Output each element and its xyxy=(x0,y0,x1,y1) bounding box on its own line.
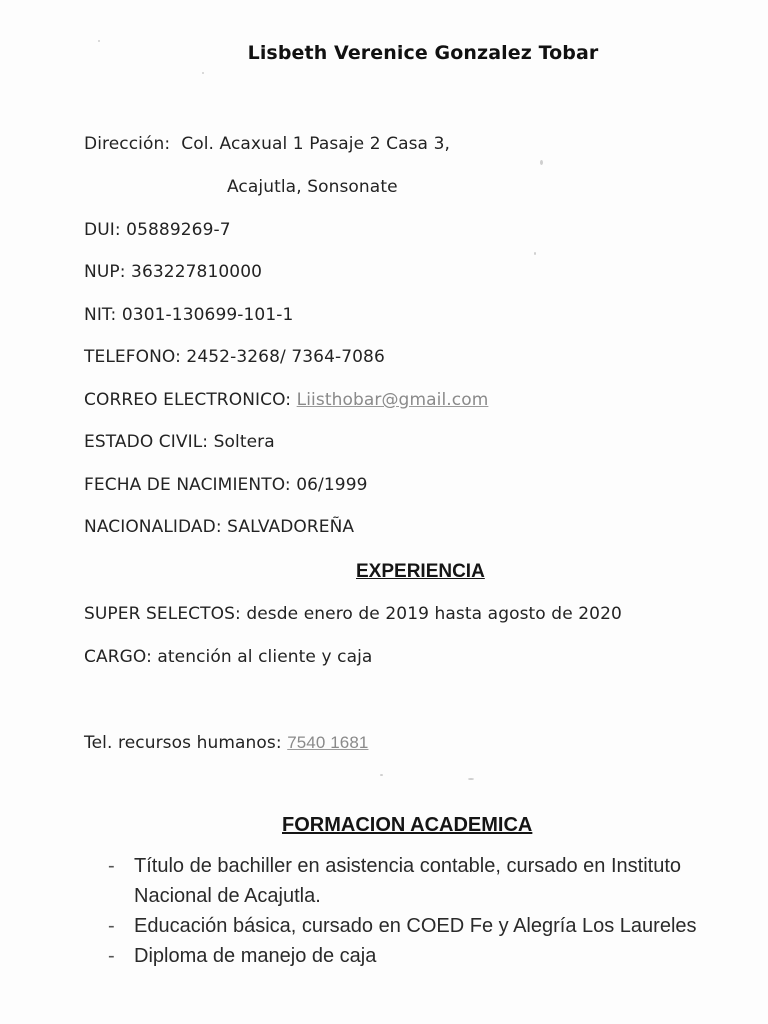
civil-status-line: ESTADO CIVIL: Soltera xyxy=(84,432,275,452)
scan-speck xyxy=(202,72,204,74)
education-item xyxy=(108,941,728,971)
dash-bullet: - xyxy=(108,915,115,937)
address-line-2: Acajutla, Sonsonate xyxy=(227,177,398,197)
email-line xyxy=(84,390,488,410)
education-item-text: Título de bachiller en asistencia contable, cursado en Instituto Nacional de Acajutla. xyxy=(134,855,681,907)
hr-phone-label: Tel. recursos humanos: xyxy=(84,733,282,753)
scan-speck xyxy=(540,160,543,165)
education-item xyxy=(108,911,728,941)
candidate-name: Lisbeth Verenice Gonzalez Tobar xyxy=(247,42,599,64)
education-item-text: Educación básica, cursado en COED Fe y Alegría Los Laureles xyxy=(134,915,697,937)
education-heading: FORMACION ACADEMICA xyxy=(282,814,533,836)
scan-speck xyxy=(534,252,536,255)
address-label: Dirección: xyxy=(84,134,171,154)
employer-line: SUPER SELECTOS: desde enero de 2019 hasta agosto de 2020 xyxy=(84,604,622,624)
dui-line: DUI: 05889269-7 xyxy=(84,220,231,240)
email-link[interactable]: Liisthobar@gmail.com xyxy=(296,390,489,410)
birth-date-line: FECHA DE NACIMIENTO: 06/1999 xyxy=(84,475,368,495)
hr-phone-line xyxy=(84,733,368,753)
nationality-line: NACIONALIDAD: SALVADOREÑA xyxy=(84,517,355,537)
position-line: CARGO: atención al cliente y caja xyxy=(84,647,373,667)
education-list xyxy=(108,851,728,971)
experience-heading: EXPERIENCIA xyxy=(356,561,485,582)
address-value: Col. Acaxual 1 Pasaje 2 Casa 3, xyxy=(181,134,451,154)
dash-bullet: - xyxy=(108,945,115,967)
education-item xyxy=(108,851,728,911)
scan-speck xyxy=(380,774,383,776)
scan-speck xyxy=(468,778,474,780)
hr-phone-link[interactable]: 7540 1681 xyxy=(287,733,369,752)
education-item-text: Diploma de manejo de caja xyxy=(134,945,377,967)
nit-line: NIT: 0301-130699-101-1 xyxy=(84,305,294,325)
email-label: CORREO ELECTRONICO: xyxy=(84,390,292,410)
address-line-1 xyxy=(84,134,450,154)
dash-bullet: - xyxy=(108,855,115,877)
nup-line: NUP: 363227810000 xyxy=(84,262,263,282)
phone-line: TELEFONO: 2452-3268/ 7364-7086 xyxy=(84,347,385,367)
